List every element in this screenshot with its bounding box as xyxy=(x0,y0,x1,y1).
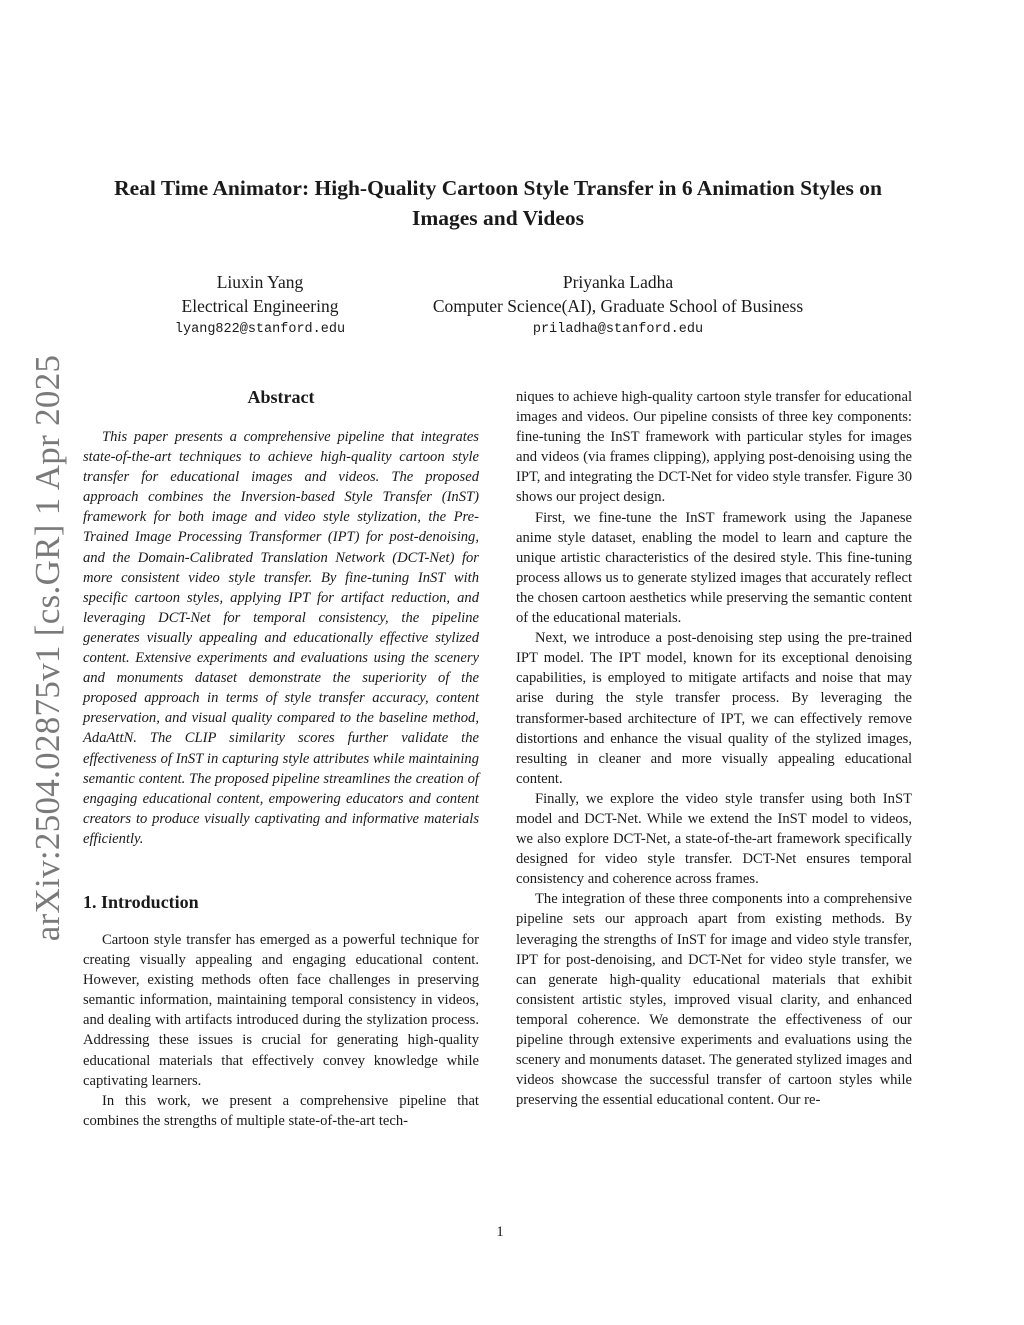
page-number: 1 xyxy=(496,1224,504,1240)
body-paragraph: The integration of these three components into a comprehensive pipeline sets our approach apart from existing methods. By leveraging the strengths of InST for image and video style transfer, IPT for post-denoising, and DCT-Net for video style transfer, we can generate high-quality educational materials that exhibit consistent artistic styles, improved visual clarity, and enhanced temporal coherence. We demonstrate the effectiveness of our pipeline through extensive experiments and evaluations using the scenery and monuments dataset. The generated stylized images and videos showcase the successful transfer of cartoon styles while preserving the essential educational content. Our re- xyxy=(516,891,912,1109)
body-paragraph: Next, we introduce a post-denoising step using the pre-trained IPT model. The IPT model, known for its exceptional denoising capabilities, is employed to mitigate artifacts and noise that may arise during the style transfer process. By leveraging the transformer-based architecture of IPT, we can effectively remove distortions and enhance the visual quality of the stylized images, resulting in cleaner and more visually appealing educational content. xyxy=(516,630,912,787)
author-email[interactable]: priladha@stanford.edu xyxy=(532,322,704,337)
body-paragraph-continued: niques to achieve high-quality cartoon style transfer for educational images and videos. Our pipeline consists of three key components: fine-tuning the InST framework with particular styles for images and videos (via frames clipping), applying post-denoising using the IPT, and integrating the DCT-Net for video style transfer. Figure 30 shows our project design. xyxy=(516,389,912,506)
author-name: Liuxin Yang xyxy=(216,272,304,292)
introduction-heading: 1. Introduction xyxy=(83,891,199,912)
body-paragraph: First, we fine-tune the InST framework using the Japanese anime style dataset, enabling the model to learn and capture the unique artistic characteristics of the desired style. This fine-tuning process allows us to generate stylized images that accurately reflect the chosen cartoon aesthetics while preserving the semantic content of the educational materials. xyxy=(516,509,912,627)
author-name: Priyanka Ladha xyxy=(562,272,674,292)
author-block xyxy=(398,270,838,342)
abstract-heading: Abstract xyxy=(247,387,315,407)
body-paragraph: In this work, we present a comprehensive pipeline that combines the strengths of multiple state-of-the-art tech- xyxy=(83,1092,479,1129)
arxiv-identifier-stamp: arXiv:2504.02875v1 [cs.GR] 1 Apr 2025 xyxy=(28,354,67,942)
abstract-text: This paper presents a comprehensive pipeline that integrates state-of-the-art techniques to achieve high-quality cartoon style transfer for educational images and videos. The proposed approach combines the Inversion-based Style Transfer (InST) framework for both image and video style stylization, the Pre-Trained Image Processing Transformer (IPT) for post-denoising, and the Domain-Calibrated Translation Network (DCT-Net) for more consistent video style transfer. By fine-tuning InST with specific cartoon styles, applying IPT for artifact reduction, and leveraging DCT-Net for temporal consistency, the pipeline generates visually appealing and educationally effective stylized content. Extensive experiments and evaluations using the scenery and monuments dataset demonstrate the superiority of the proposed approach in terms of style transfer accuracy, content preservation, and visual quality compared to the baseline method, AdaAttN. The CLIP similarity scores further validate the effectiveness of InST in capturing style attributes while maintaining semantic content. The proposed pipeline streamlines the creation of engaging educational content, empowering educators and content creators to produce visually captivating and informative materials efficiently. xyxy=(83,429,479,847)
right-column xyxy=(516,387,912,1110)
body-paragraph: Finally, we explore the video style transfer using both InST model and DCT-Net. While we extend the InST model to videos, we also explore DCT-Net, a state-of-the-art framework specifically designed for video style transfer. DCT-Net ensures temporal consistency and coherence across frames. xyxy=(516,790,912,888)
author-block xyxy=(150,270,370,342)
author-affiliation: Computer Science(AI), Graduate School of Business xyxy=(432,296,804,316)
paper-title: Real Time Animator: High-Quality Cartoon Style Transfer in 6 Animation Styles on Images and Videos xyxy=(114,176,882,230)
author-email[interactable]: lyang822@stanford.edu xyxy=(174,322,346,337)
left-column xyxy=(83,386,479,1131)
body-paragraph: Cartoon style transfer has emerged as a powerful technique for creating visually appealing and engaging educational content. However, existing methods often face challenges in preserving semantic information, maintaining temporal consistency in videos, and dealing with artifacts introduced during the stylization process. Addressing these issues is crucial for generating high-quality educational materials that effectively convey knowledge while captivating learners. xyxy=(83,931,479,1089)
author-affiliation: Electrical Engineering xyxy=(181,296,339,316)
